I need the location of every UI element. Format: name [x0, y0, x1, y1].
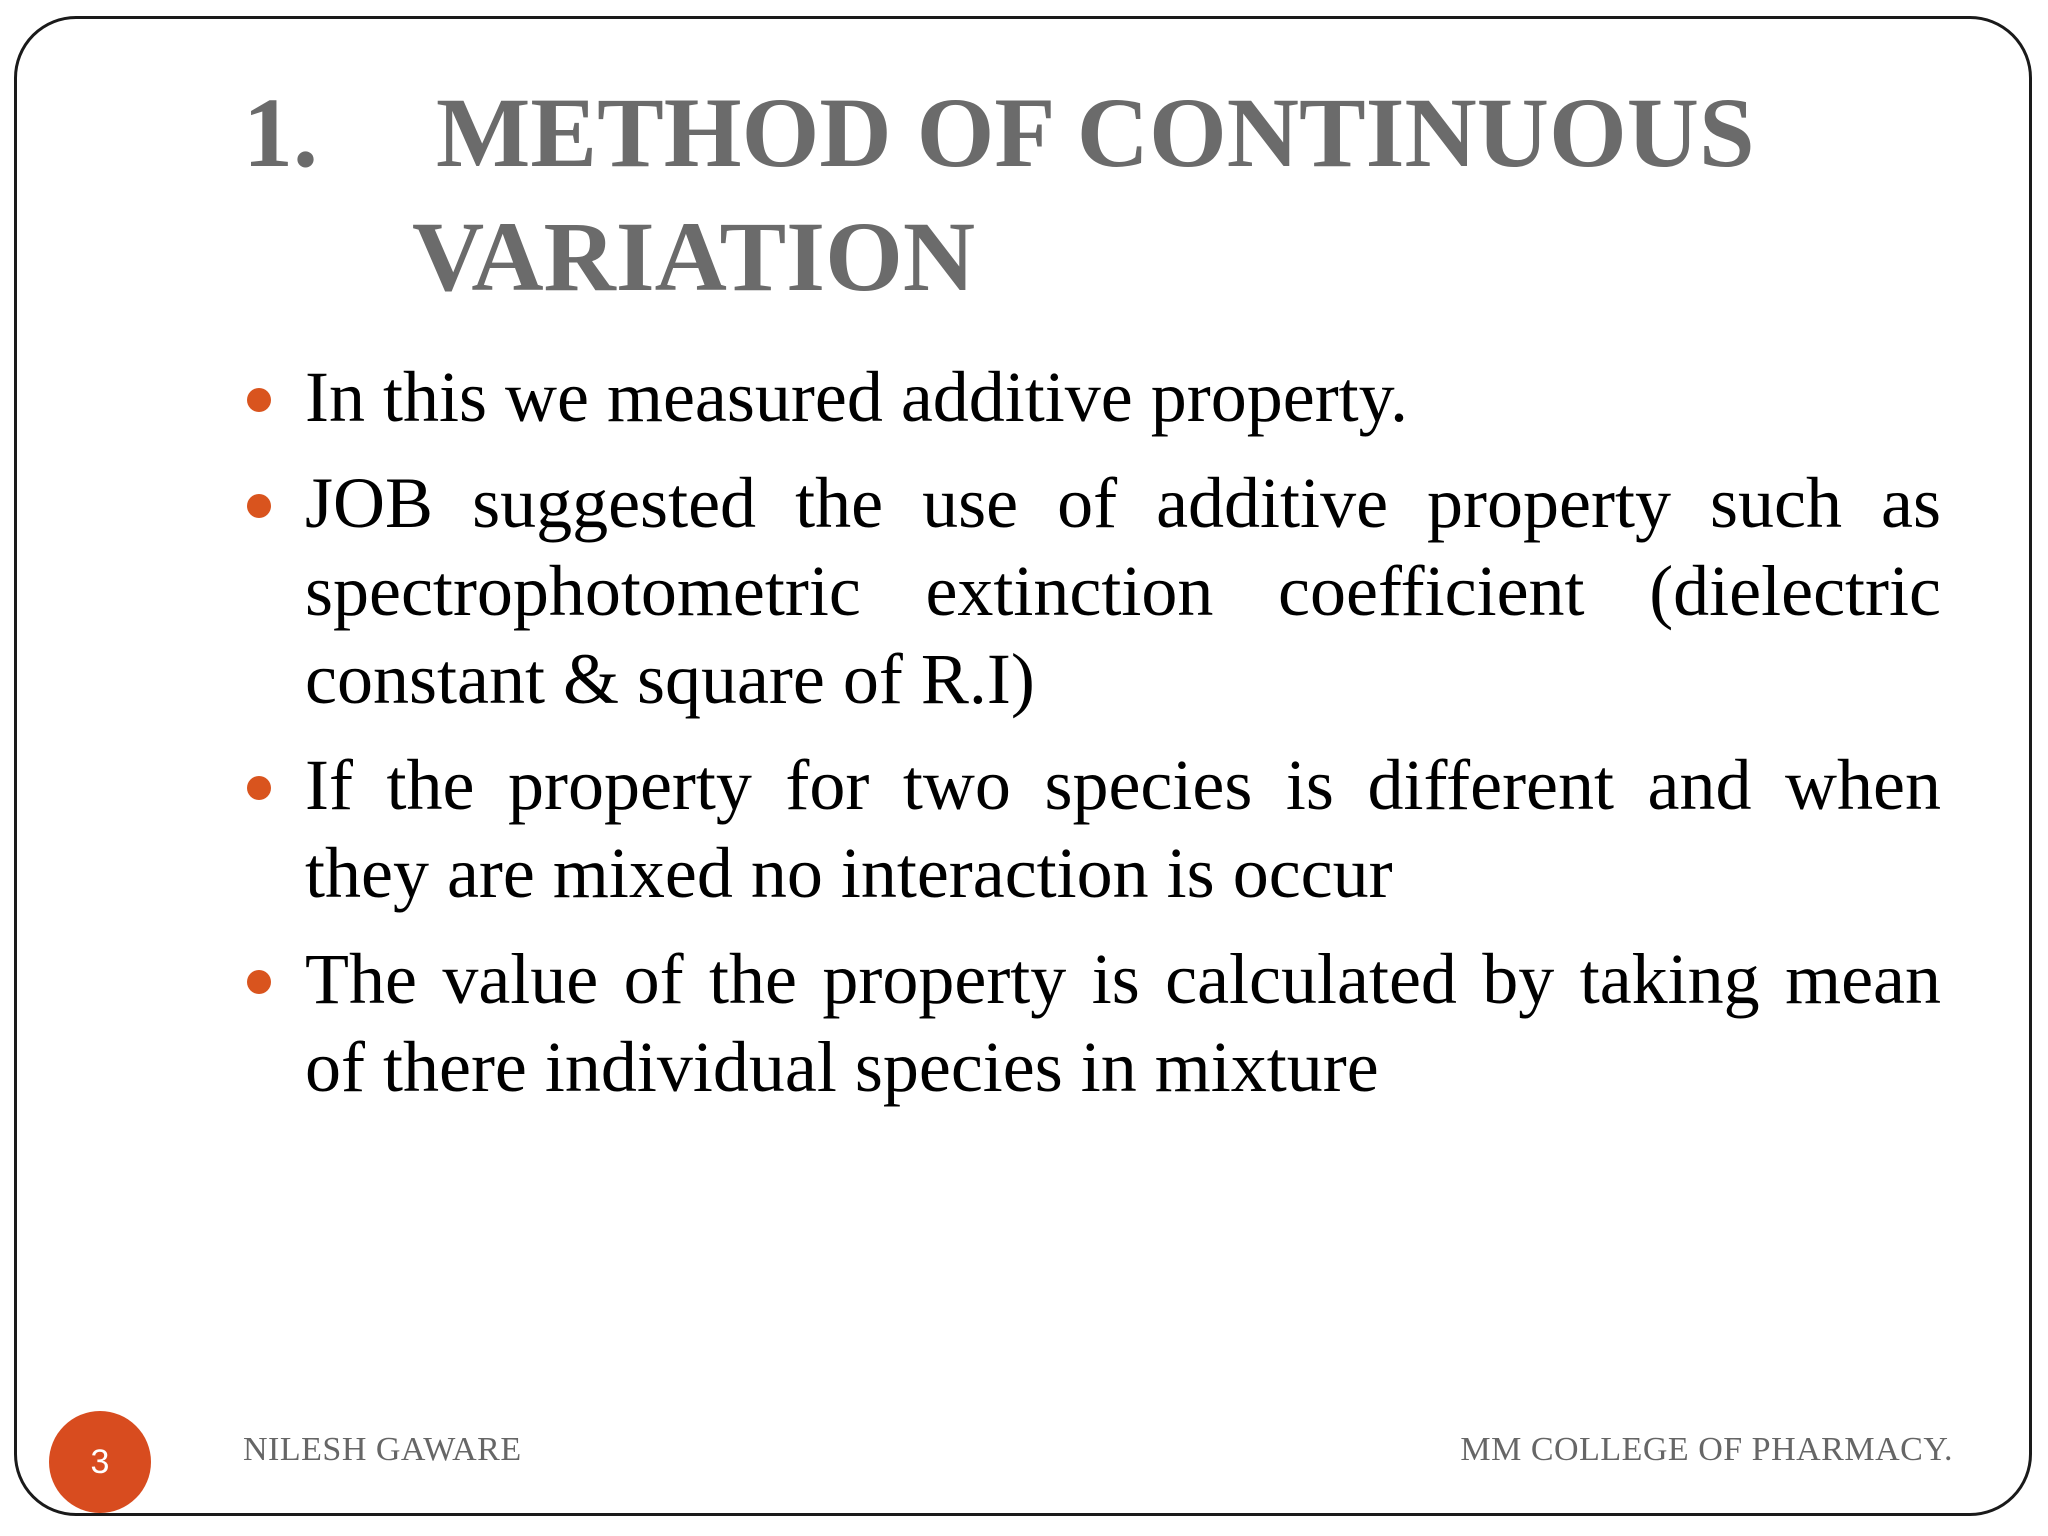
bullet-item [243, 353, 1941, 441]
bullet-item [243, 459, 1941, 723]
page-number-badge [49, 1411, 151, 1513]
bullet-text: If the property for two species is different and when they are mixed no interaction is occur [305, 745, 1941, 913]
bullet-dot-icon [247, 776, 271, 800]
bullet-dot-icon [247, 970, 271, 994]
slide [14, 16, 2032, 1516]
bullet-text: In this we measured additive property. [305, 357, 1408, 437]
bullet-item [243, 935, 1941, 1111]
bullet-dot-icon [247, 494, 271, 518]
title-line-1: METHOD OF CONTINUOUS [436, 77, 1755, 188]
bullet-item [243, 741, 1941, 917]
page-number: 3 [90, 1442, 110, 1481]
footer-author: NILESH GAWARE [243, 1431, 522, 1468]
bullet-dot-icon [247, 388, 271, 412]
slide-title [243, 71, 1755, 319]
title-line-2: VARIATION [412, 201, 976, 312]
bullet-list [243, 353, 1941, 1129]
bullet-text: JOB suggested the use of additive property such as spectrophotometric extinction coefficient (dielectric constant & square of R.I) [305, 463, 1941, 719]
bullet-text: The value of the property is calculated by taking mean of there individual species in mixture [305, 939, 1941, 1107]
footer-institution: MM COLLEGE OF PHARMACY. [1460, 1431, 1953, 1468]
title-number: 1. [243, 77, 318, 188]
